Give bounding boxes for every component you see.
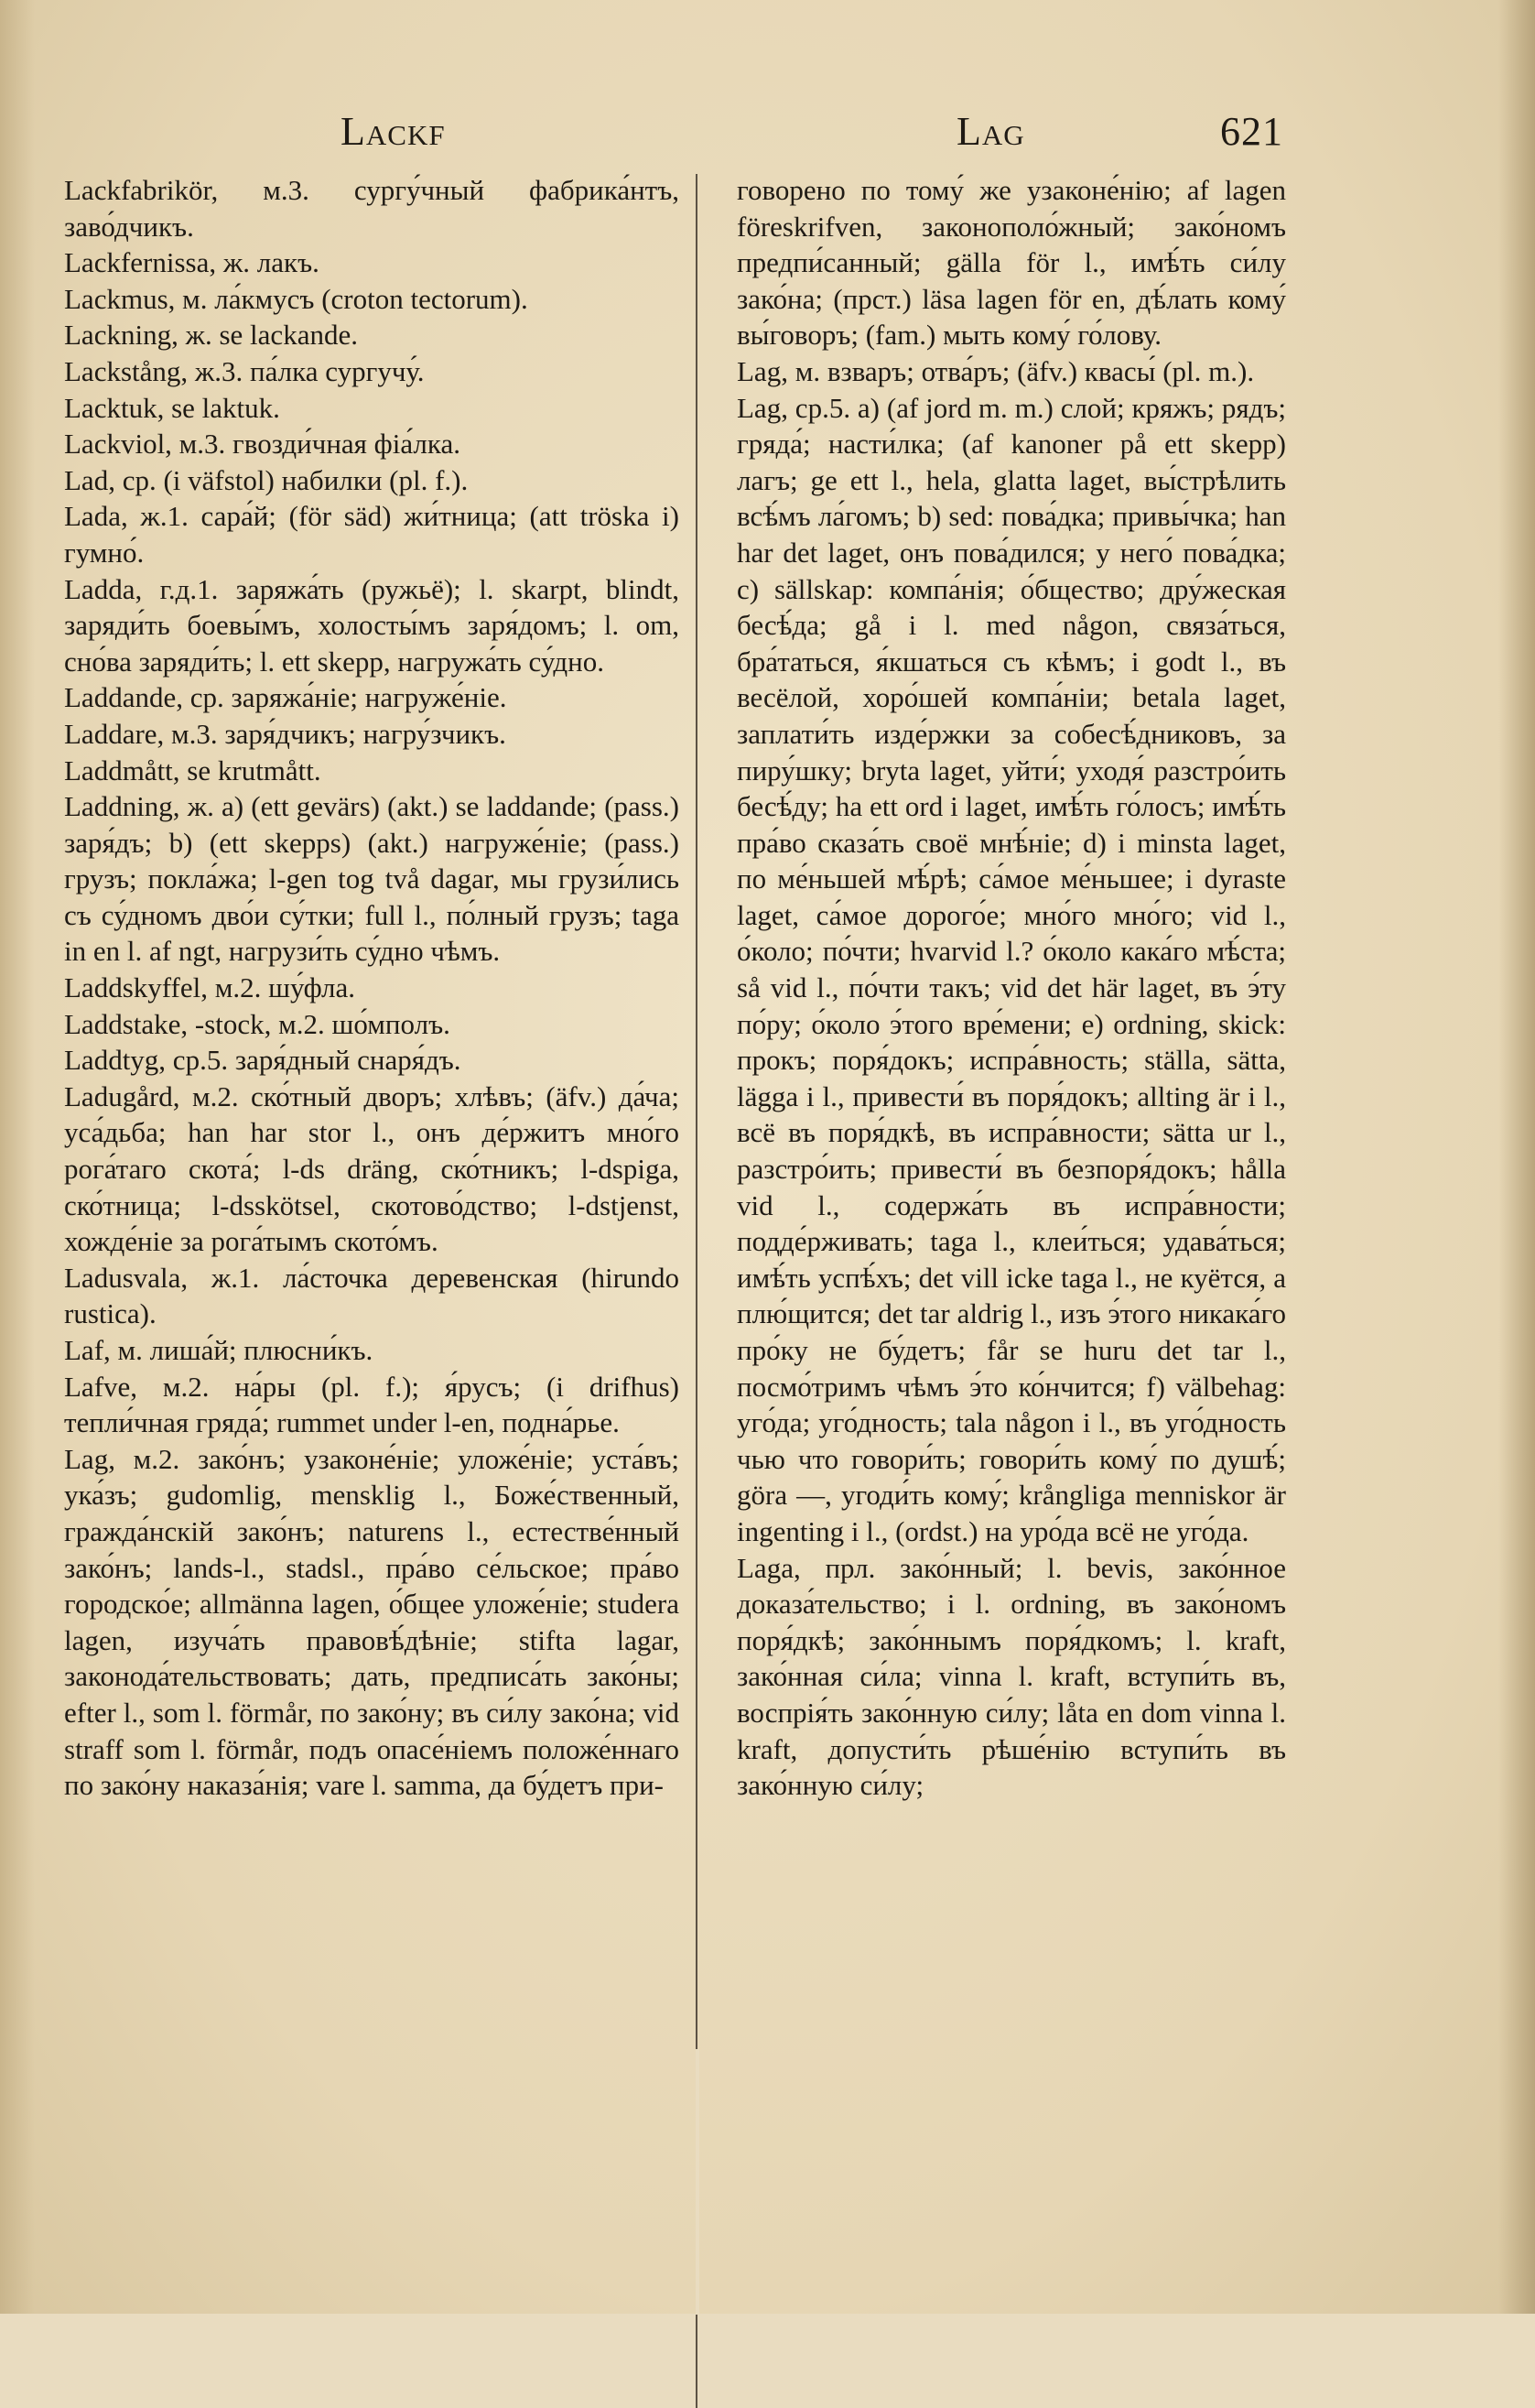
dictionary-entry: Lackmus, м. ла́кмусъ (croton tectorum). bbox=[64, 282, 528, 315]
dictionary-entry: Lag, ср.5. а) (af jord m. m.) слой; кряжъ; рядъ; гряда́; насти́лка; (af kanoner på ett skepp) лагъ; ge ett l., hela, glatta laget, вы́стрѣлить всѣ́мъ ла́гомъ; b) sed: пова́дка; привы́чка; han har det laget, онъ пова́дился; у него́ пова́дка; c) sällskap: компа́нія; о́бщество; дру́жеская бесѣ́да; gå i l. med någon, связа́ться, бра́таться, я́кшаться съ кѣмъ; i godt l., въ весёлой, хоро́шей компа́ніи; betala laget, заплати́ть изде́ржки за собесѣ́дниковъ, за пиру́шку; bryta laget, уйти́; уходя́ разстро́ить бесѣ́ду; ha ett ord i laget, имѣ́ть го́лосъ; имѣ́ть пра́во сказа́ть своё мнѣ́ніе; d) i minsta laget, по ме́ньшей мѣ́рѣ; са́мое ме́ньшее; i dyraste laget, са́мое дорого́е; мно́го мно́го; vid l., о́коло; по́чти; hvarvid l.? о́коло кака́го мѣ́ста; så vid l., по́чти такъ; vid det här laget, въ э́ту по́ру; о́коло э́того вре́мени; e) ordning, skick: прокъ; поря́докъ; испра́вность; ställa, sätta, lägga i l., привести́ въ поря́докъ; allting är i l., всё въ поря́дкѣ, въ испра́вности; sätta ur l., разстро́ить; привести́ въ безпоря́докъ; hålla vid l., содержа́ть въ испра́вности; подде́рживать; taga l., клеи́ться; удава́ться; имѣ́ть успѣ́хъ; det vill icke taga l., не куётся, а плю́щится; det tar aldrig l., изъ э́того никака́го про́ку не бу́детъ; får se huru det tar l., посмо́тримъ чѣмъ э́то ко́нчится; f) välbehag: уго́да; уго́дность; tala någon i l., въ уго́дность чью что говори́ть; говори́ть кому́ по душѣ́; göra —, угоди́ть кому́; krångliga menniskor är ingenting i l., (ordst.) на уро́да всё не уго́да. bbox=[737, 391, 1286, 1547]
dictionary-entry: Lacktuk, se laktuk. bbox=[64, 391, 280, 424]
dictionary-entry: Laddtyg, ср.5. заря́дный снаря́дъ. bbox=[64, 1044, 461, 1077]
dictionary-entry: Laddmått, se krutmått. bbox=[64, 754, 321, 786]
running-head-right: Lag bbox=[957, 109, 1025, 154]
dictionary-entry: Laga, прл. зако́нный; l. bevis, зако́нное доказа́тельство; i l. ordning, въ зако́номъ поря́дкѣ; зако́ннымъ поря́дкомъ; l. kraft, зако́нная си́ла; vinna l. kraft, вступи́ть въ, воспрія́ть зако́нную си́лу; låta en dom vinna l. kraft, допусти́ть рѣше́нію вступи́ть въ зако́нную си́лу; bbox=[737, 1551, 1286, 1802]
dictionary-entry: Lafve, м.2. на́ры (pl. f.); я́русъ; (i drifhus) тепли́чная гряда́; rummet under l-en, подна́рье. bbox=[64, 1370, 679, 1439]
dictionary-entry: Laddning, ж. а) (ett gevärs) (akt.) se laddande; (pass.) заря́дъ; b) (ett skepps) (akt.) нагруже́ніе; (pass.) грузъ; покла́жа; l-gen tog två dagar, мы грузи́лись съ су́дномъ дво́и су́тки; full l., по́лный грузъ; taga in en l. af ngt, нагрузи́ть су́дно чѣмъ. bbox=[64, 790, 679, 968]
page-number: 621 bbox=[1220, 109, 1283, 154]
dictionary-entry: Lackfabrikör, м.3. сургу́чный фабрика́нтъ, заво́дчикъ. bbox=[64, 174, 679, 243]
dictionary-entry: Lada, ж.1. сара́й; (för säd) жи́тница; (att tröska i) гумно́. bbox=[64, 500, 679, 569]
dictionary-entry: говорено по тому́ же узаконе́нію; af lagen föreskrifven, законополо́жный; зако́номъ предпи́санный; gälla för l., имѣ́ть си́лу зако́на; (прст.) läsa lagen för en, дѣ́лать кому́ вы́говоръ; (fam.) мыть кому́ го́лову. bbox=[737, 174, 1286, 352]
left-column bbox=[64, 172, 679, 1804]
page-gutter-left bbox=[0, 0, 35, 2314]
dictionary-entry: Ladugård, м.2. ско́тный дворъ; хлѣвъ; (äfv.) да́ча; уса́дьба; han har stor l., онъ де́ржитъ мно́го рога́таго скота́; l-ds dräng, ско́тникъ; l-dspiga, ско́тница; l-dsskötsel, скотово́дство; l-dstjenst, хожде́ніе за рога́тымъ ското́мъ. bbox=[64, 1079, 679, 1258]
dictionary-entry: Laddskyffel, м.2. шу́фла. bbox=[64, 971, 355, 1004]
running-head-left: Lackf bbox=[341, 109, 446, 154]
dictionary-entry: Lackning, ж. se lackande. bbox=[64, 319, 358, 352]
column-divider-end bbox=[696, 2049, 699, 2315]
dictionary-entry: Lackstång, ж.3. па́лка сургучу́. bbox=[64, 354, 425, 387]
dictionary-entry: Lag, м. взваръ; отва́ръ; (äfv.) квасы́ (pl. m.). bbox=[737, 354, 1255, 387]
dictionary-entry: Ladusvala, ж.1. ла́сточка деревенская (hirundo rustica). bbox=[64, 1261, 679, 1330]
dictionary-entry: Ladda, г.д.1. заряжа́ть (ружьё); l. skarpt, blindt, заряди́ть боевы́мъ, холосты́мъ заря́домъ; l. om, сно́ва заряди́ть; l. ett skepp, нагружа́ть су́дно. bbox=[64, 572, 679, 678]
dictionary-entry: Laf, м. лиша́й; плюсни́къ. bbox=[64, 1334, 373, 1366]
dictionary-entry: Laddande, ср. заряжа́ніе; нагруже́ніе. bbox=[64, 681, 507, 714]
dictionary-entry: Lag, м.2. зако́нъ; узаконе́ніе; уложе́ніе; уста́въ; ука́зъ; gudomlig, mensklig l., Боже́ственный, гражда́нскій зако́нъ; naturens l., естестве́нный зако́нъ; lands-l., stadsl., пра́во се́льское; пра́во городско́е; allmänna lagen, о́бщее уложе́ніе; studera lagen, изуча́ть правовѣ́дѣніе; stifta lagar, законода́тельствовать; дать, предписа́ть зако́ны; efter l., som l. förmår, по зако́ну; въ си́лу зако́на; vid straff som l. förmår, подъ опасе́ніемъ положе́ннаго по зако́ну наказа́нія; vare l. samma, да бу́детъ при- bbox=[64, 1442, 679, 1802]
dictionary-entry: Lad, ср. (i väfstol) набилки (pl. f.). bbox=[64, 463, 469, 496]
right-column bbox=[737, 172, 1286, 1804]
dictionary-entry: Lackfernissa, ж. лакъ. bbox=[64, 246, 319, 279]
dictionary-entry: Laddstake, -stock, м.2. шо́мполъ. bbox=[64, 1007, 450, 1040]
dictionary-entry: Lackviol, м.3. гвозди́чная фіа́лка. bbox=[64, 428, 460, 461]
page-gutter-right bbox=[1498, 0, 1535, 2314]
dictionary-entry: Laddare, м.3. заря́дчикъ; нагру́зчикъ. bbox=[64, 717, 506, 750]
